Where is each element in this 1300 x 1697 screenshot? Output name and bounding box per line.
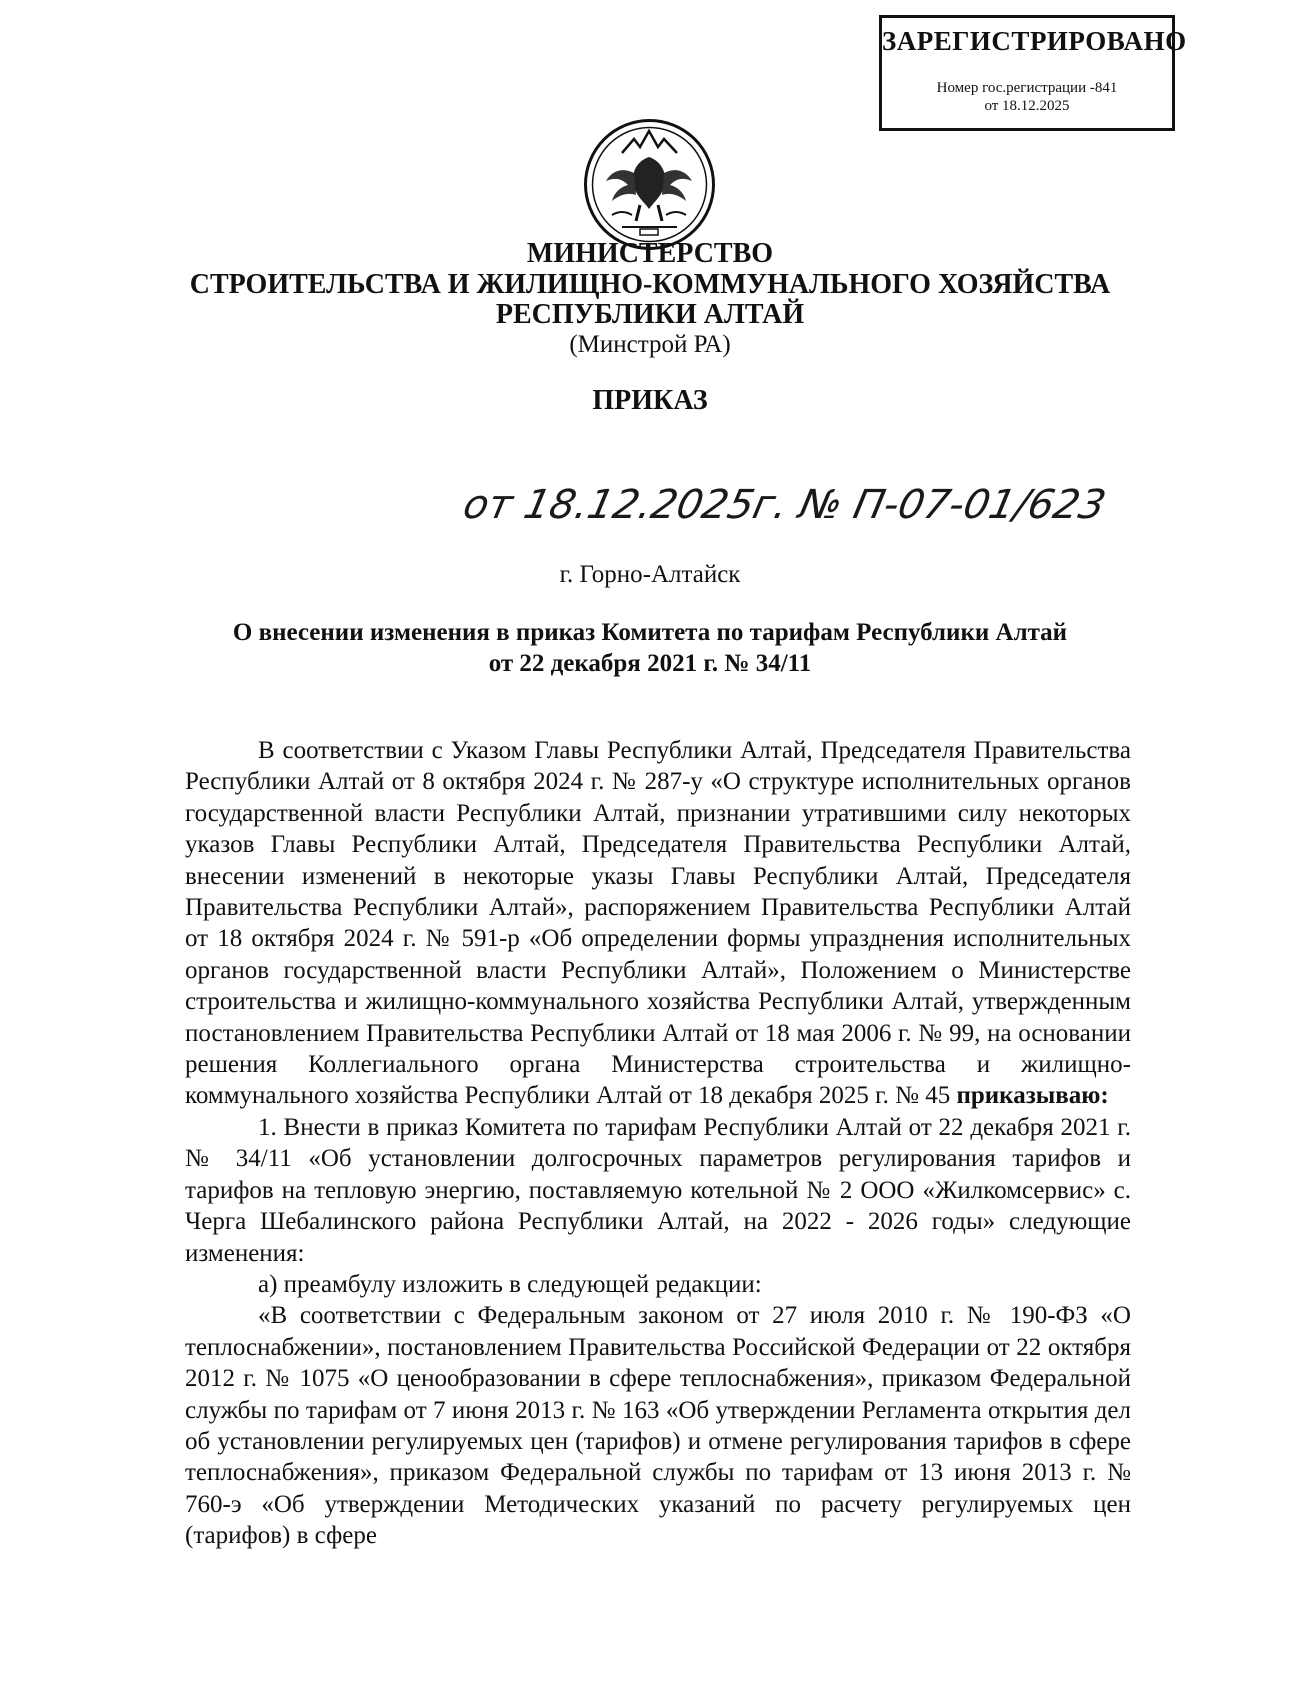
paragraph-item-1: 1. Внести в приказ Комитета по тарифам Республики Алтай от 22 декабря 2021 г. № 34/11 «Об установлении долгосрочных параметров регулирования тарифов и тарифов на тепловую энергию, поставляемую котельной № 2 ООО «Жилкомсервис» с. Черга Шебалинского района Республики Алтай, на 2022 - 2026 годы» следующие изменения: <box>185 1113 1131 1267</box>
subject-line2: от 22 декабря 2021 г. № 34/11 <box>488 650 812 677</box>
handwritten-date-number <box>459 468 1111 538</box>
city: г. Горно-Алтайск <box>559 561 741 588</box>
stamp-title: ЗАРЕГИСТРИРОВАНО <box>882 26 1187 56</box>
stamp-reg-number: Номер гос.регистрации -841 <box>936 80 1118 96</box>
handwritten-date-number-text: от 18.12.2025г. № П-07-01/623 <box>459 480 1111 528</box>
stamp-reg-date: от 18.12.2025 <box>984 98 1070 114</box>
ministry-title-line1: МИНИСТЕРСТВО <box>526 238 774 269</box>
document-body <box>185 735 1131 1552</box>
subject-line1: О внесении изменения в приказ Комитета по тарифам Республики Алтай <box>232 619 1068 646</box>
registration-stamp <box>879 15 1187 131</box>
paragraph-preamble <box>185 735 1131 1112</box>
paragraph-subitem-a: а) преамбулу изложить в следующей редакции: <box>258 1270 762 1298</box>
ministry-abbreviation: (Минстрой РА) <box>569 331 731 358</box>
emblem-icon <box>582 117 717 252</box>
paragraph-new-preamble: «В соответствии с Федеральным законом от 27 июля 2010 г. № 190-ФЗ «О теплоснабжении», постановлением Правительства Российской Федерации от 22 октября 2012 г. № 1075 «О ценообразовании в сфере теплоснабжения», приказом Федеральной службы по тарифам от 7 июня 2013 г. № 163 «Об утверждении Регламента открытия дел об установлении регулируемых цен (тарифов) и отмене регулирования тарифов в сфере теплоснабжения», приказом Федеральной службы по тарифам от 13 июня 2013 г. № 760-э «Об утверждении Методических указаний по расчету регулируемых цен (тарифов) в сфере <box>185 1302 1131 1550</box>
ministry-title-line2: СТРОИТЕЛЬСТВА И ЖИЛИЩНО-КОММУНАЛЬНОГО ХОЗЯЙСТВА <box>189 269 1111 300</box>
paragraph-preamble-text: В соответствии с Указом Главы Республики Алтай, Председателя Правительства Республики Алтай от 8 октября 2024 г. № 287-у «О структуре исполнительных органов государственной власти Республики Алтай, признании утратившими силу некоторых указов Главы Республики Алтай, Председателя Правительства Республики Алтай, внесении изменений в некоторые указы Главы Республики Алтай, Председателя Правительства Республики Алтай», распоряжением Правительства Республики Алтай от 18 октября 2024 г. № 591-р «Об определении формы упразднения исполнительных органов государственной власти Республики Алтай», Положением о Министерстве строительства и жилищно-коммунального хозяйства Республики Алтай, утвержденным постановлением Правительства Республики Алтай от 18 мая 2006 г. № 99, на основании решения Коллегиального органа Министерства строительства и жилищно-коммунального хозяйства Республики Алтай от 18 декабря 2025 г. № 45 <box>185 737 1131 1110</box>
ministry-title-line3: РЕСПУБЛИКИ АЛТАЙ <box>495 299 805 330</box>
order-title: ПРИКАЗ <box>592 385 708 416</box>
order-verb: приказываю: <box>956 1082 1109 1110</box>
